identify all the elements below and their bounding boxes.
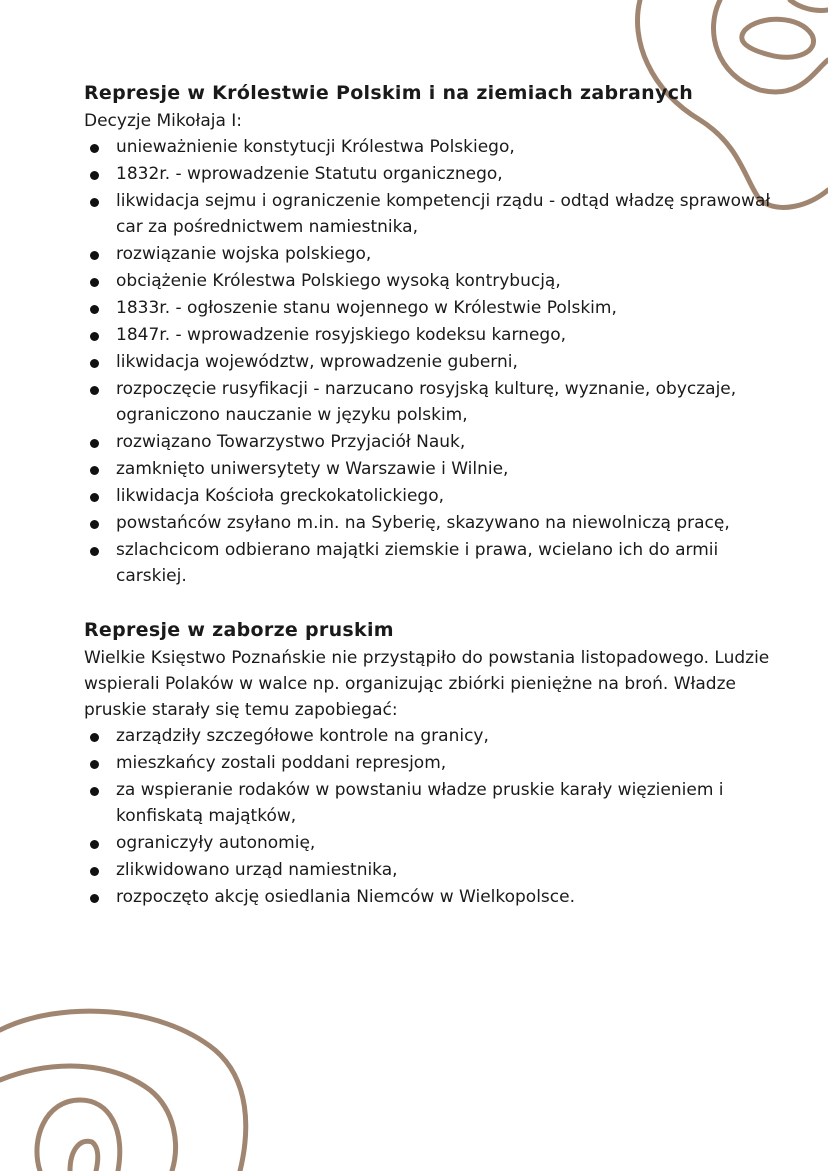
section-kingdom-of-poland bbox=[84, 80, 784, 589]
list-item: 1847r. - wprowadzenie rosyjskiego kodeksu karnego, bbox=[84, 322, 784, 348]
bullet-list bbox=[84, 134, 784, 589]
list-item: unieważnienie konstytucji Królestwa Polskiego, bbox=[84, 134, 784, 160]
list-item: likwidacja sejmu i ograniczenie kompetencji rządu - odtąd władzę sprawował car za pośrednictwem namiestnika, bbox=[84, 188, 784, 240]
list-item: rozpoczęcie rusyfikacji - narzucano rosyjską kulturę, wyznanie, obyczaje, ograniczono nauczanie w języku polskim, bbox=[84, 376, 784, 428]
list-item: likwidacja Kościoła greckokatolickiego, bbox=[84, 483, 784, 509]
list-item: zarządziły szczegółowe kontrole na granicy, bbox=[84, 723, 784, 749]
section-prussian-partition bbox=[84, 617, 784, 910]
section-intro: Wielkie Księstwo Poznańskie nie przystąpiło do powstania listopadowego. Ludzie wspierali Polaków w walce np. organizując zbiórki pieniężne na broń. Władze pruskie starały się temu zapobiegać: bbox=[84, 648, 770, 720]
section-intro: Decyzje Mikołaja I: bbox=[84, 111, 243, 131]
list-item: mieszkańcy zostali poddani represjom, bbox=[84, 750, 784, 776]
list-item: rozwiązanie wojska polskiego, bbox=[84, 241, 784, 267]
list-item: szlachcicom odbierano majątki ziemskie i prawa, wcielano ich do armii carskiej. bbox=[84, 537, 784, 589]
list-item: 1833r. - ogłoszenie stanu wojennego w Królestwie Polskim, bbox=[84, 295, 784, 321]
list-item: zlikwidowano urząd namiestnika, bbox=[84, 857, 784, 883]
list-item: likwidacja województw, wprowadzenie guberni, bbox=[84, 349, 784, 375]
list-item: 1832r. - wprowadzenie Statutu organicznego, bbox=[84, 161, 784, 187]
list-item: zamknięto uniwersytety w Warszawie i Wilnie, bbox=[84, 456, 784, 482]
bullet-list bbox=[84, 723, 784, 910]
list-item: obciążenie Królestwa Polskiego wysoką kontrybucją, bbox=[84, 268, 784, 294]
list-item: rozpoczęto akcję osiedlania Niemców w Wielkopolsce. bbox=[84, 884, 784, 910]
list-item: rozwiązano Towarzystwo Przyjaciół Nauk, bbox=[84, 429, 784, 455]
page-content bbox=[84, 80, 784, 938]
list-item: powstańców zsyłano m.in. na Syberię, skazywano na niewolniczą pracę, bbox=[84, 510, 784, 536]
list-item: za wspieranie rodaków w powstaniu władze pruskie karały więzieniem i konfiskatą majątków, bbox=[84, 777, 784, 829]
section-heading: Represje w Królestwie Polskim i na ziemiach zabranych bbox=[84, 82, 694, 104]
section-heading: Represje w zaborze pruskim bbox=[84, 619, 394, 641]
list-item: ograniczyły autonomię, bbox=[84, 830, 784, 856]
